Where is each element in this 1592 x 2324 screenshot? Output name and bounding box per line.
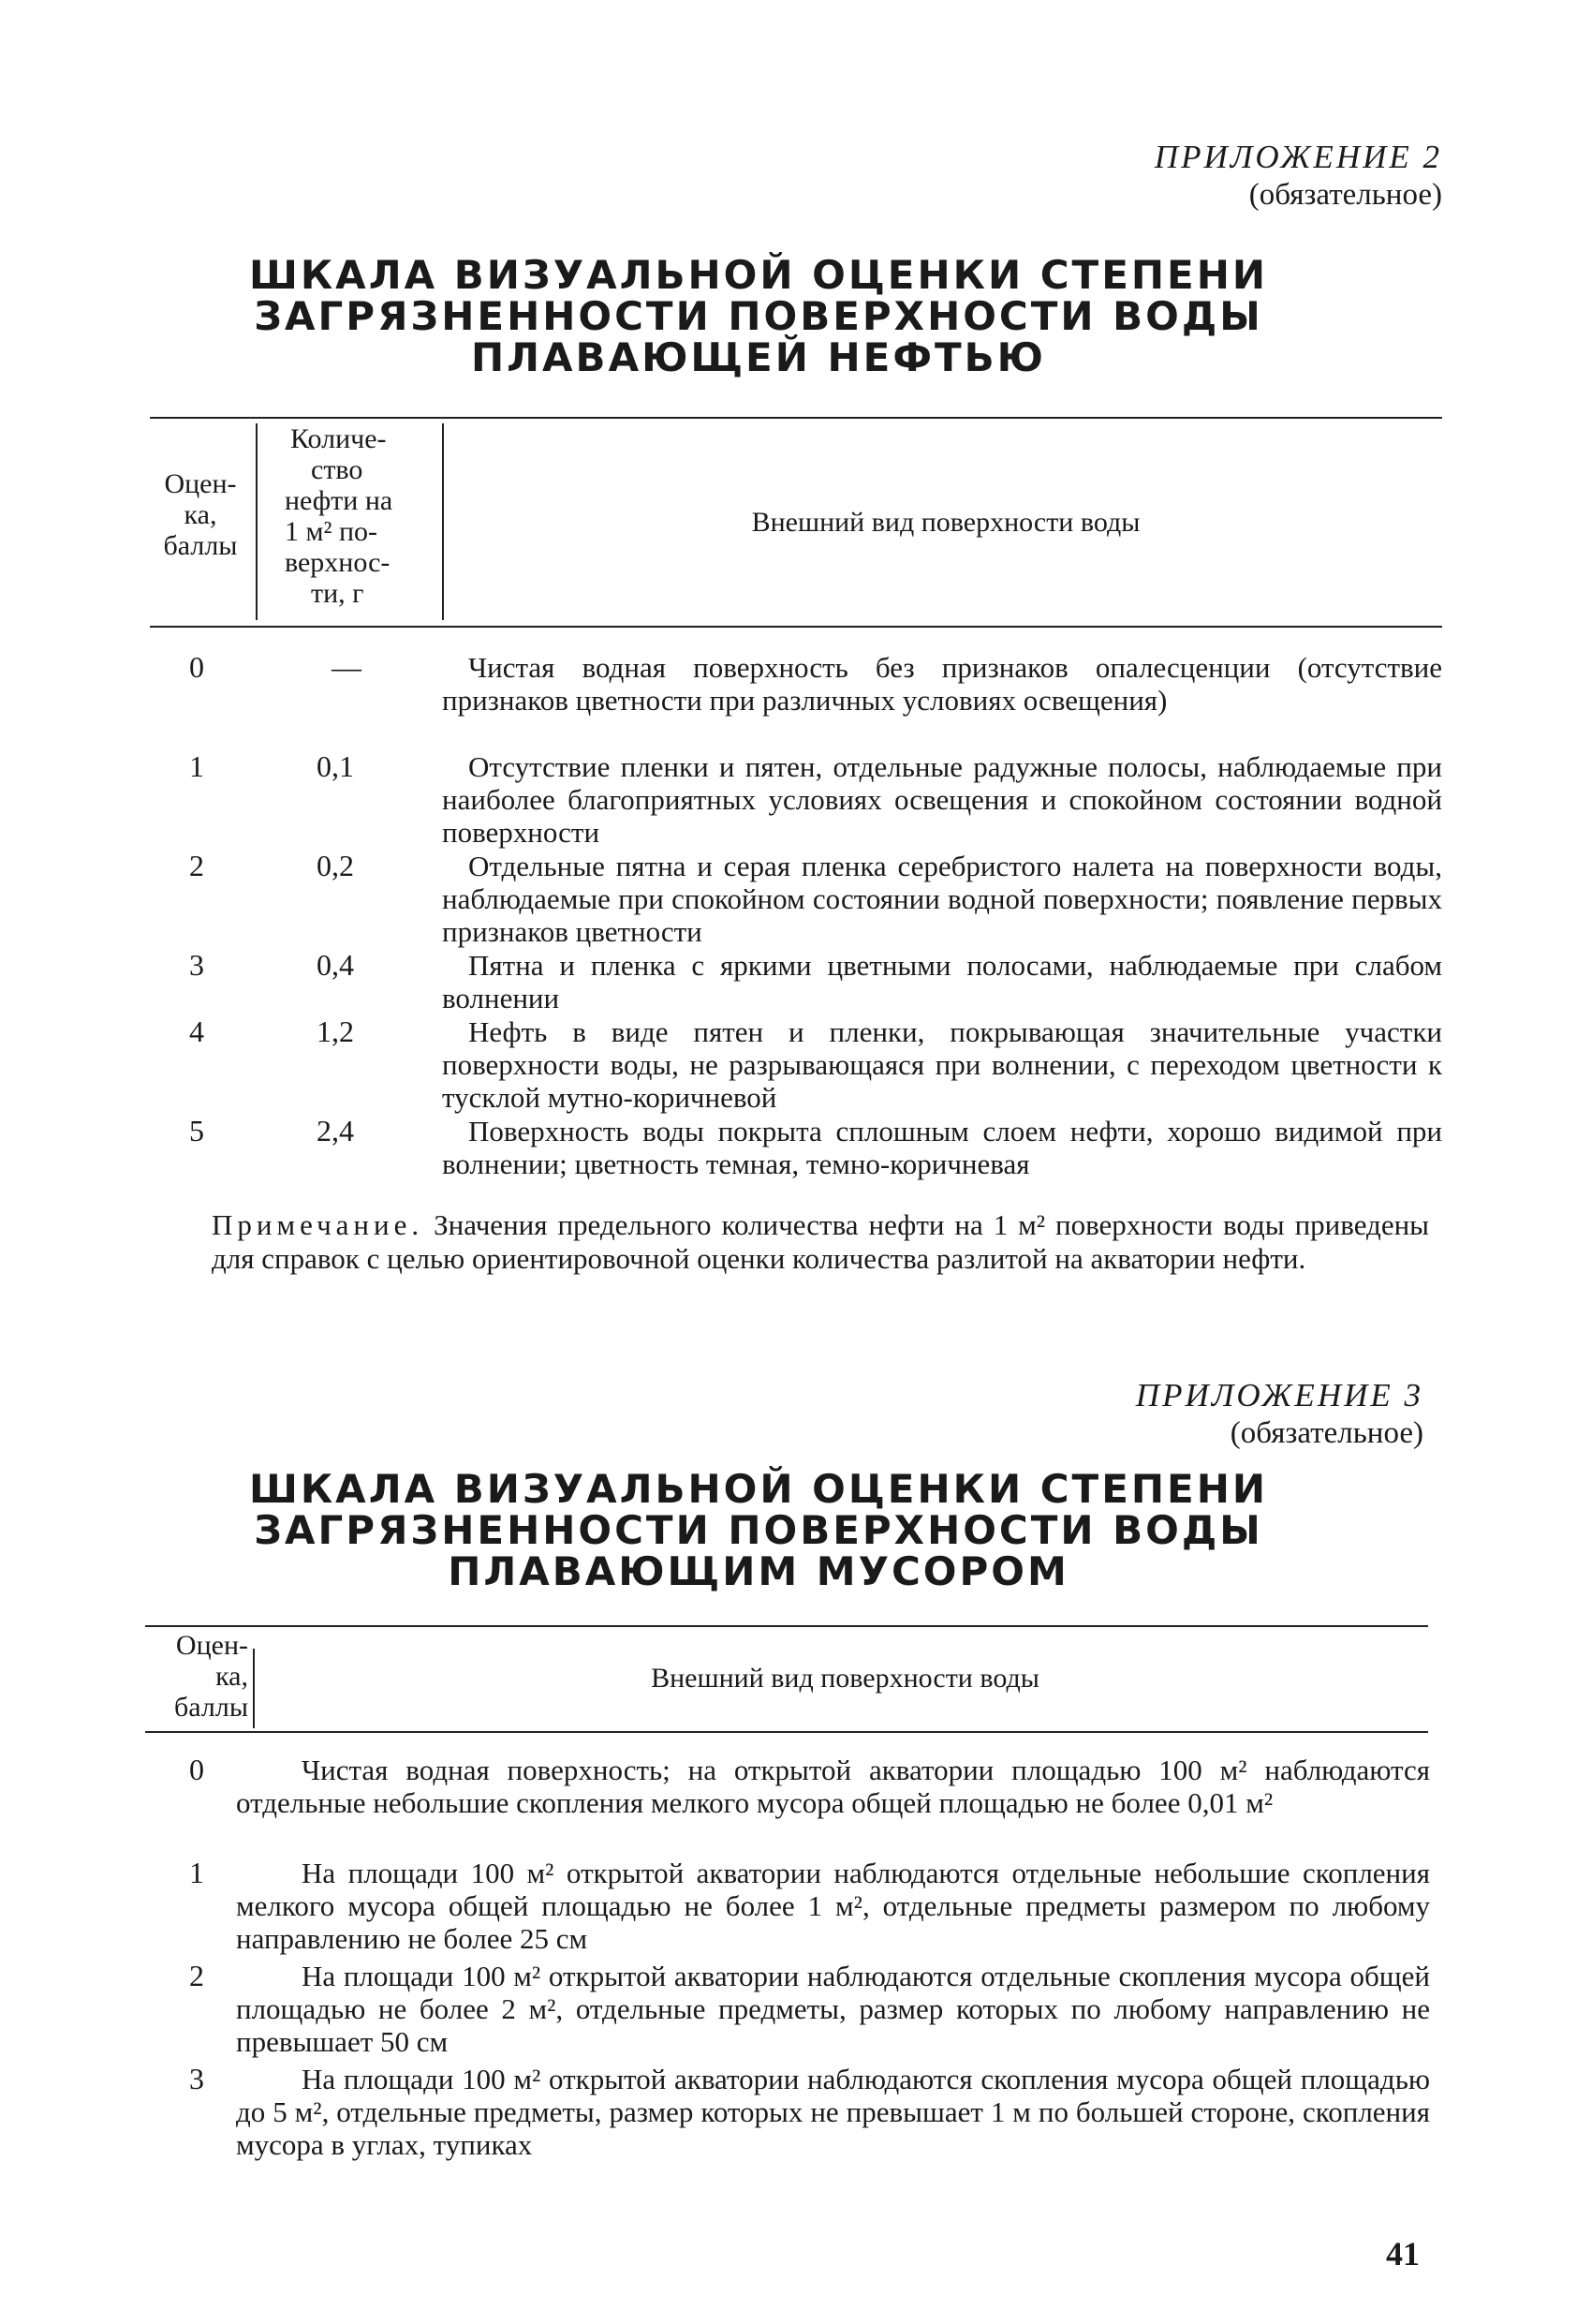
heading-line: ШКАЛА ВИЗУАЛЬНОЙ ОЦЕНКИ СТЕПЕНИ — [248, 1466, 1269, 1512]
appendix-3-title: ПРИЛОЖЕНИЕ 3 — [1135, 1377, 1423, 1414]
table-2-row-score: 3 — [189, 2062, 204, 2095]
appendix-2-heading — [243, 252, 1274, 380]
table-2-row-desc: На площади 100 м² открытой акватории наблюдаются скопления мусора общей площадью до 5 м², отдельные предметы, размер которых не превышает 1 м по большей стороне, скопления мусора в углах, тупиках — [236, 2063, 1430, 2161]
heading-line: ШКАЛА ВИЗУАЛЬНОЙ ОЦЕНКИ СТЕПЕНИ — [248, 252, 1269, 298]
table-1-row-desc: Пятна и пленка с яркими цветными полосами, наблюдаемые при слабом волнении — [442, 949, 1442, 1014]
table-1-divider — [256, 423, 258, 620]
appendix-2-title: ПРИЛОЖЕНИЕ 2 — [1154, 139, 1442, 175]
table-1-row-desc: Поверхность воды покрыта сплошным слоем нефти, хорошо видимой при волнении; цветность темная, темно-коричневая — [442, 1115, 1442, 1180]
table-2-top-rule — [145, 1625, 1428, 1627]
table-1-row-qty: 0,2 — [317, 849, 354, 882]
table-2-row-score: 1 — [189, 1856, 204, 1889]
table-1-row-score: 3 — [189, 948, 204, 982]
table-1-row-qty: 2,4 — [317, 1114, 354, 1147]
table-1-row-qty: 0,4 — [317, 948, 354, 982]
table-1-head-qty: Количе- ство нефти на 1 м² по- верхнос- ти, г — [285, 423, 393, 609]
appendix-2-note: (обязательное) — [1248, 178, 1442, 212]
table-1-head-rule — [150, 626, 1442, 628]
heading-line: ЗАГРЯЗНЕННОСТИ ПОВЕРХНОСТИ ВОДЫ — [254, 293, 1263, 339]
table-1-divider — [442, 423, 444, 620]
table-2-row-desc: Чистая водная поверхность; на открытой акватории площадью 100 м² наблюдаются отдельные небольшие скопления мелкого мусора общей площадью не более 0,01 м² — [236, 1754, 1430, 1819]
table-1-head-score: Оцен- ка, баллы — [163, 468, 238, 561]
table-2-row-desc: На площади 100 м² открытой акватории наблюдаются отдельные небольшие скопления мелкого мусора общей площадью не более 1 м², отдельные предметы размером по любому направлению не более 25 см — [236, 1857, 1430, 1955]
table-1-row-desc: Чистая водная поверхность без признаков опалесценции (отсутствие признаков цветности при различных условиях освещения) — [442, 651, 1442, 717]
table-1-row-score: 5 — [189, 1114, 204, 1147]
table-2-row-score: 2 — [189, 1959, 204, 1992]
footnote-label: Примечание. — [212, 1208, 424, 1241]
table-1-row-score: 1 — [189, 749, 204, 783]
table-1-row-score: 2 — [189, 849, 204, 882]
table-1-top-rule — [150, 417, 1442, 419]
table-1-row-qty: — — [332, 650, 361, 684]
table-1-row-qty: 0,1 — [317, 749, 354, 783]
table-2-head-rule — [145, 1731, 1428, 1733]
footnote-text: Значения предельного количества нефти на 1 м² поверхности воды приведены для справок с целью ориентировочной оценки количества разлитой на акватории нефти. — [212, 1208, 1430, 1275]
table-1-row-desc: Нефть в виде пятен и пленки, покрывающая значительные участки поверхности воды, не разрывающаяся при волнении, с переходом цветности к тусклой мутно-коричневой — [442, 1015, 1442, 1114]
table-1-head-desc: Внешний вид поверхности воды — [751, 507, 1141, 538]
table-1-row-score: 0 — [189, 650, 204, 684]
table-2-head-score: Оцен- ка, баллы — [174, 1630, 248, 1723]
heading-line: ПЛАВАЮЩЕЙ НЕФТЬЮ — [471, 334, 1046, 380]
table-2-row-desc: На площади 100 м² открытой акватории наблюдаются отдельные скопления мусора общей площадью не более 2 м², отдельные предметы, размер которых по любому направлению не превышает 50 см — [236, 1960, 1430, 2058]
appendix-3-heading — [243, 1466, 1274, 1594]
table-1-row-desc: Отсутствие пленки и пятен, отдельные радужные полосы, наблюдаемые при наиболее благоприятных условиях освещения и спокойном состоянии водной поверхности — [442, 750, 1442, 849]
heading-line: ПЛАВАЮЩИМ МУСОРОМ — [448, 1548, 1069, 1594]
appendix-2-label — [1030, 139, 1442, 214]
table-1-row-desc: Отдельные пятна и серая пленка серебристого налета на поверхности воды, наблюдаемые при спокойном состоянии водной поверхности; появление первых признаков цветности — [442, 850, 1442, 948]
page-number: 41 — [1386, 2235, 1420, 2272]
appendix-3-note: (обязательное) — [1230, 1416, 1423, 1450]
table-2-row-score: 0 — [189, 1753, 204, 1786]
heading-line: ЗАГРЯЗНЕННОСТИ ПОВЕРХНОСТИ ВОДЫ — [254, 1507, 1263, 1553]
table-1-row-qty: 1,2 — [317, 1014, 354, 1048]
table-1-row-score: 4 — [189, 1014, 204, 1048]
table-2-divider — [253, 1649, 255, 1728]
table-1-footnote — [212, 1208, 1429, 1276]
appendix-3-label — [1011, 1377, 1423, 1452]
table-2-head-desc: Внешний вид поверхности воды — [651, 1663, 1039, 1694]
